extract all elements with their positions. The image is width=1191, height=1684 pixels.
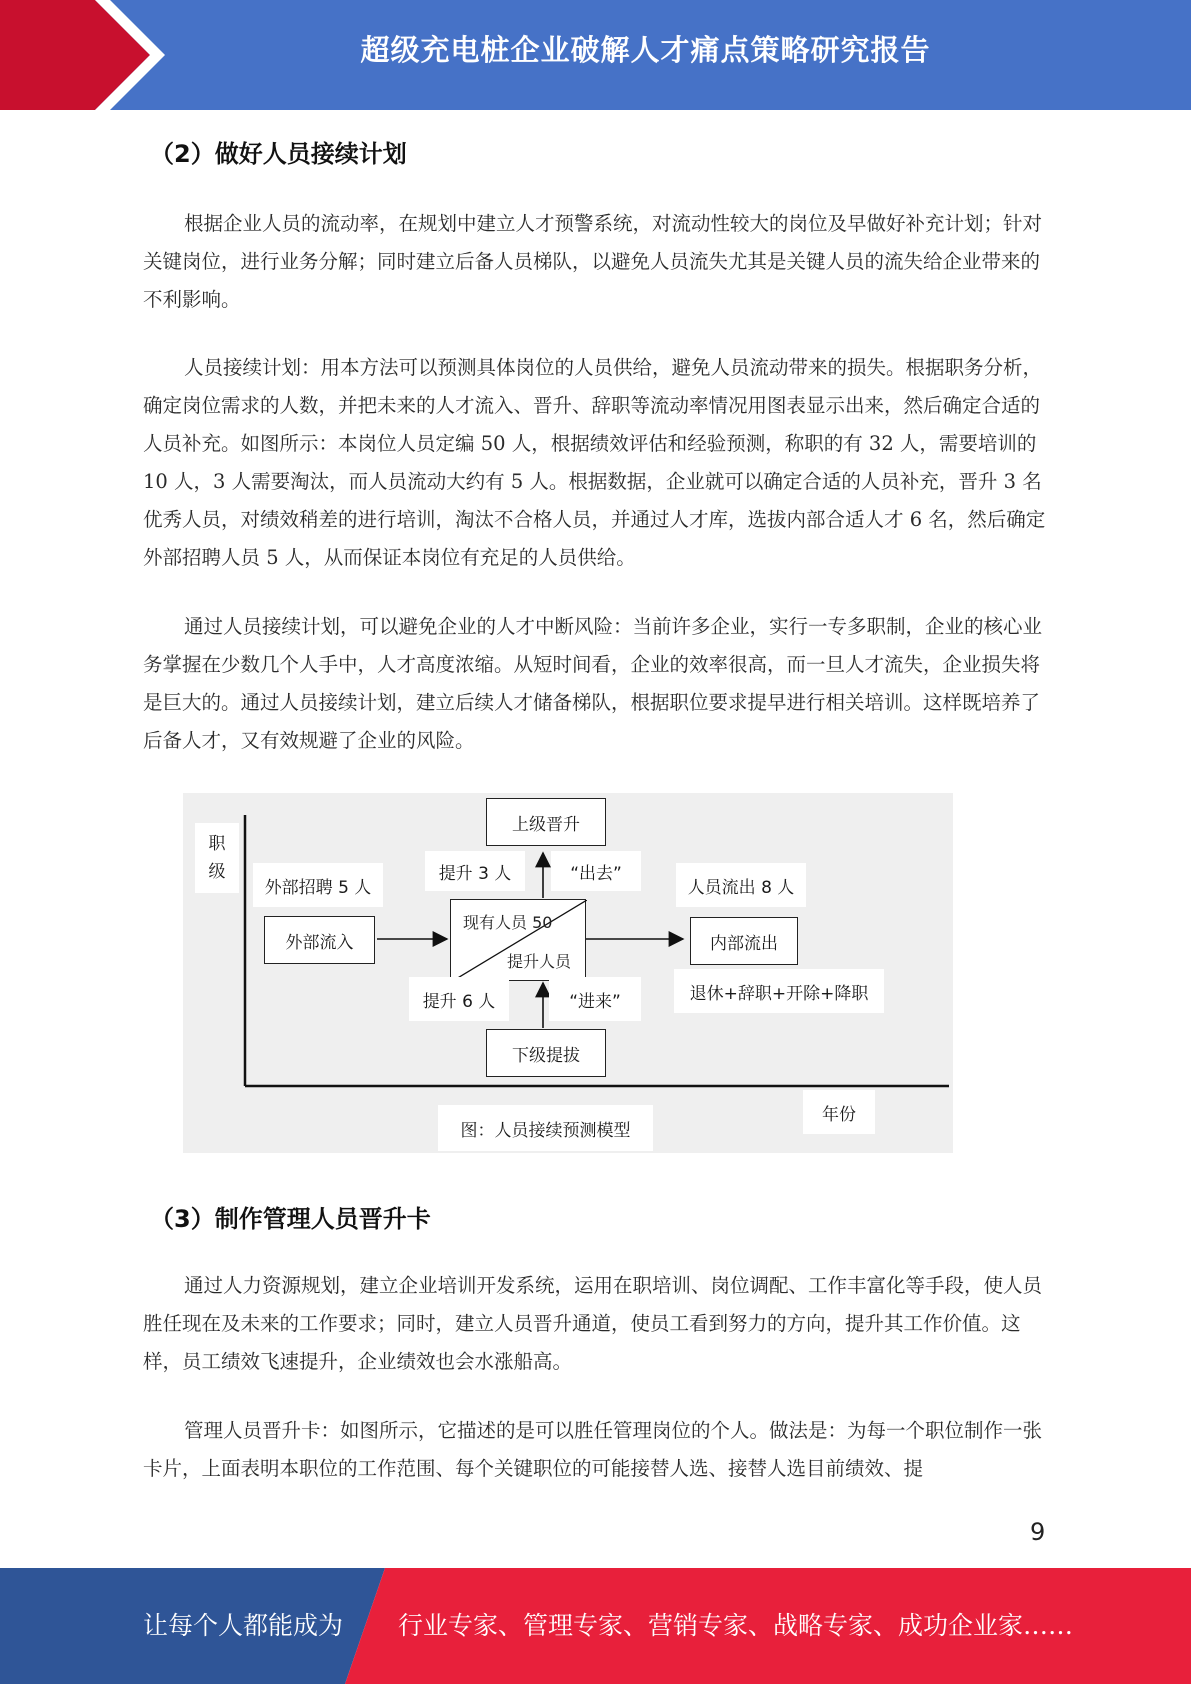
paragraph: 通过人员接续计划，可以避免企业的人才中断风险：当前许多企业，实行一专多职制，企业的核心业务掌握在少数几个人手中，人才高度浓缩。从短时间看，企业的效率很高，而一旦人才流失，企业损失将是巨大的。通过人员接续计划，建立后续人才储备梯队，根据职位要求提早进行相关培训。这样既培养了后备人才，又有效规避了企业的风险。 [143, 615, 1043, 752]
current-staff-label: 现有人员 50 [463, 913, 553, 932]
paragraph: 人员接续计划：用本方法可以预测具体岗位的人员供给，避免人员流动带来的损失。根据职务分析，确定岗位需求的人数，并把未来的人才流入、晋升、辞职等流动率情况用图表显示出来，然后确定合适的人员补充。如图所示：本岗位人员定编 50 人，根据绩效评估和经验预测，称职的有 32 人，需要培训的 10 人，3 人需要淘汰，而人员流动大约有 5 人。根据数据，企业就可以确定合适的人员补充，晋升 3 名优秀人员，对绩效稍差的进行培训，淘汰不合格人员，并通过人才库，选拔内部合适人才 6 名，然后确定外部招聘人员 5 人，从而保证本岗位有充足的人员供给。 [143, 356, 1046, 569]
page-number: 9 [1030, 1518, 1046, 1546]
succession-model-diagram [183, 793, 953, 1153]
y-axis-label [195, 823, 239, 893]
label-promote-3: 提升 3 人 [425, 851, 525, 891]
y-axis-label-char: 职 [208, 834, 226, 854]
label-external-hire: 外部招聘 5 人 [253, 863, 383, 907]
footer-slogan-left: 让每个人都能成为 [143, 1611, 344, 1640]
report-title: 超级充电桩企业破解人才痛点策略研究报告 [360, 33, 931, 67]
label-exit-reasons: 退休+辞职+开除+降职 [674, 969, 884, 1013]
x-axis-label: 年份 [803, 1090, 875, 1134]
label-in: “进来” [549, 977, 641, 1021]
box-current-staff [450, 899, 586, 981]
page-footer [0, 1568, 1191, 1684]
page-header [0, 0, 1191, 110]
paragraph: 通过人力资源规划，建立企业培训开发系统，运用在职培训、岗位调配、工作丰富化等手段，使人员胜任现在及未来的工作要求；同时，建立人员晋升通道，使员工看到努力的方向，提升其工作价值。这样，员工绩效飞速提升，企业绩效也会水涨船高。 [143, 1274, 1043, 1373]
diagram-caption: 图：人员接续预测模型 [438, 1105, 653, 1151]
section-heading-succession-plan: （2）做好人员接续计划 [150, 140, 407, 168]
label-outflow: 人员流出 8 人 [676, 863, 806, 907]
label-out: “出去” [551, 851, 641, 891]
paragraph: 根据企业人员的流动率，在规划中建立人才预警系统，对流动性较大的岗位及早做好补充计划；针对关键岗位，进行业务分解；同时建立后备人员梯队，以避免人员流失尤其是关键人员的流失给企业带来的不利影响。 [143, 212, 1043, 311]
label-promote-6: 提升 6 人 [409, 977, 509, 1021]
promoted-staff-label: 提升人员 [506, 952, 571, 971]
box-lower-promotion: 下级提拔 [486, 1029, 606, 1077]
paragraph: 管理人员晋升卡：如图所示，它描述的是可以胜任管理岗位的个人。做法是：为每一个职位制作一张卡片，上面表明本职位的工作范围、每个关键职位的可能接替人选、接替人选目前绩效、提 [143, 1419, 1043, 1480]
footer-slogan-right: 行业专家、管理专家、营销专家、战略专家、成功企业家…… [398, 1611, 1074, 1640]
box-upper-promotion: 上级晋升 [486, 798, 606, 846]
section-heading-promotion-card: （3）制作管理人员晋升卡 [150, 1205, 431, 1233]
box-external-inflow: 外部流入 [264, 916, 375, 964]
box-internal-outflow: 内部流出 [690, 917, 798, 965]
y-axis-label-char: 级 [208, 862, 226, 882]
